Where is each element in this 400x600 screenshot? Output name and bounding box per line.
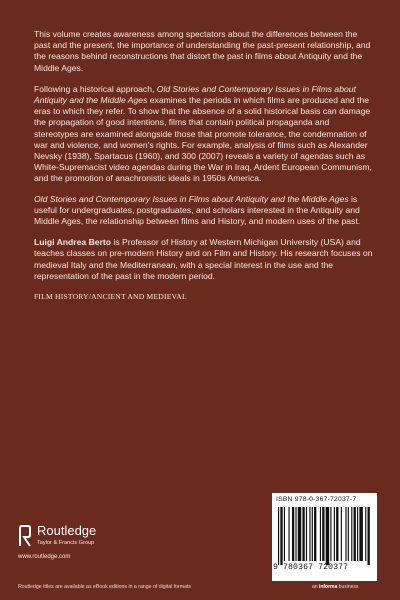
description-paragraph-2 xyxy=(34,84,374,185)
isbn-label: ISBN 978-0-367-72037-7 xyxy=(276,496,357,503)
author-name: Luigi Andrea Berto xyxy=(34,237,112,248)
description-paragraph-1: This volume creates awareness among spectators about the differences between the past and the present, the importance of understanding the past-present relationship, and the reasons behind reconstructions that distort the past in films about Antiquity and the Middle Ages. xyxy=(34,29,371,73)
paragraph-3-body: is useful for undergraduates, postgraduates, and scholars interested in the Antiquity and Middle Ages, the relationship between films and History, and modern uses of the past. xyxy=(34,193,361,227)
informa-suffix: business xyxy=(337,584,359,590)
publisher-group: Taylor & Francis Group xyxy=(37,540,95,546)
informa-note xyxy=(312,584,358,590)
back-cover-text xyxy=(34,29,374,302)
author-bio xyxy=(34,237,374,282)
informa-prefix: an xyxy=(312,584,319,590)
publisher-name: Routledge xyxy=(37,523,97,538)
publisher-logo xyxy=(18,525,168,575)
routledge-logo-icon xyxy=(18,525,32,547)
subject-category: FILM HISTORY/ANCIENT AND MEDIEVAL xyxy=(34,292,187,302)
barcode-icon xyxy=(278,507,371,565)
description-paragraph-3 xyxy=(34,194,374,228)
isbn-barcode-box xyxy=(272,493,377,581)
author-bio-body: is Professor of History at Western Michigan University (USA) and teaches classes on pre-modern History and on Film and History. His research focuses on medieval Italy and the Mediterranean, with a special interest in the use and the representation of the past in the modern period. xyxy=(34,237,373,281)
informa-brand: informa xyxy=(318,584,338,590)
ebook-note: Routledge titles are available as eBook editions in a range of digital formats xyxy=(18,584,192,590)
book-title-italic: Old Stories and Contemporary Issues in Films about Antiquity and the Middle Ages xyxy=(34,193,349,204)
barcode-number: 9 780367 720377 xyxy=(273,563,349,572)
paragraph-2-lead: Following a historical approach, xyxy=(34,83,157,94)
paragraph-2-body: examines the periods in which films are produced and the eras to which they refer. To show that the absence of a solid historical basis can damage the propagation of good intentions, films that contain political propaganda and stereotypes are examined alongside those that promote tolerance, the condemnation of war and violence, and women's rights. For example, analysis of films such as Alexander Nevsky (1938), Spartacus (1960), and 300 (2007) reveals a variety of agendas such as White-Supremacist video agendas during the War in Iraq, Ardent European Communism, and the promotion of anachronistic ideals in 1950s America. xyxy=(34,95,372,184)
book-title-italic: Old Stories and Contemporary Issues in Films about Antiquity and the Middle Ages xyxy=(34,83,356,106)
publisher-url: www.routledge.com xyxy=(18,554,71,560)
